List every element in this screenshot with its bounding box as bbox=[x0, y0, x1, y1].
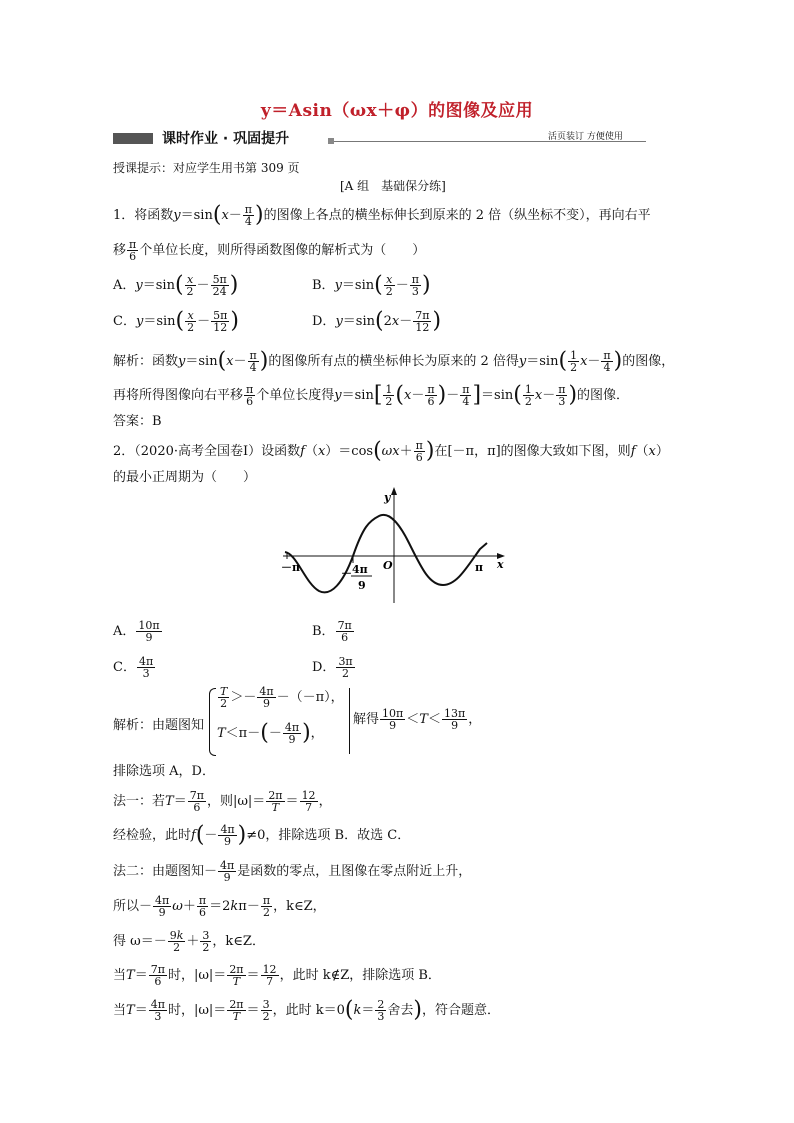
q1-line1: 1．将函数y＝sin(x－ $\frac{\pi}{4}$ )的图像上各点的横坐标伸长到原来的 2 倍（纵坐标不变），再向右平 bbox=[113, 202, 651, 228]
q2-method2-line4: 当T＝ $\frac{7\pi}{6}$ 时，|ω|＝ $\frac{2\pi}{T}$ ＝ $\frac{12}{7}$ ，此时 k∉Z，排除选项 B． bbox=[113, 963, 441, 988]
function-curve bbox=[285, 515, 487, 593]
q1-option-b[interactable]: B．y＝sin( $\frac{x}{2}$ － $\frac{\pi}{3}$ ) bbox=[312, 272, 431, 298]
q1-option-d[interactable]: D．y＝sin(2x－ $\frac{7\pi}{12}$ ) bbox=[312, 308, 442, 334]
y-axis-arrow bbox=[391, 487, 397, 495]
q2-method2-line2: 所以－ $\frac{4\pi}{9}$ ω＋ $\frac{\pi}{6}$ ＝2kπ－ $\frac{\pi}{2}$ ，k∈Z， bbox=[113, 894, 326, 919]
q2-method2-line5: 当T＝ $\frac{4\pi}{3}$ 时，|ω|＝ $\frac{2\pi}{T}$ ＝ $\frac{3}{2}$ ，此时 k＝0(k＝ $\frac{2}{3}$ 舍去)，符合题意． bbox=[113, 997, 500, 1023]
q2-method2-line1: 法二：由题图知－ $\frac{4\pi}{9}$ 是函数的零点，且图像在零点附近上升， bbox=[113, 859, 472, 884]
q1-line2: 移 $\frac{\pi}{6}$ 个单位长度，则所得函数图像的解析式为（ ） bbox=[113, 238, 426, 263]
q2-line1: 2．（2020·高考全国卷Ⅰ）设函数f（x）＝cos(ωx＋ $\frac{\pi}{6}$ )在[－π，π]的图像大致如下图，则f（x） bbox=[113, 438, 669, 464]
y-axis-label: y bbox=[384, 491, 391, 504]
pi-label: π bbox=[475, 561, 484, 574]
q2-line2: 的最小正周期为（ ） bbox=[113, 470, 257, 485]
q2-method1-line2: 经检验，此时f(－ $\frac{4\pi}{9}$ )≠0，排除选项 B．故选 C． bbox=[113, 822, 411, 848]
banner-bar bbox=[113, 133, 153, 144]
q1-solution-line1: 解析：函数y＝sin(x－ $\frac{\pi}{4}$ )的图像所有点的横坐标伸长为原来的 2 倍得y＝sin( $\frac{1}{2}$ x－ $\frac{\pi}{4}$ )的图像， bbox=[113, 348, 675, 374]
group-heading: [A 组 基础保分练] bbox=[340, 179, 446, 193]
q2-option-d[interactable]: D． $\frac{3\pi}{2}$ bbox=[312, 655, 353, 680]
neg-pi-label: －π bbox=[281, 561, 301, 574]
zero-sign-label: － bbox=[341, 567, 352, 580]
zero-denominator-label: 9 bbox=[358, 579, 366, 592]
origin-label: O bbox=[383, 559, 393, 572]
banner-note: 活页装订 方便使用 bbox=[548, 132, 623, 142]
hint-text: 授课提示：对应学生用书第 309 页 bbox=[113, 161, 300, 175]
x-axis-label: x bbox=[497, 558, 504, 571]
cosine-graph bbox=[275, 483, 515, 608]
q1-solution-line2: 再将所得图像向右平移 $\frac{\pi}{6}$ 个单位长度得y＝sin[ $\frac{1}{2}$ (x－ $\frac{\pi}{6}$ )－ $\frac{\pi}{4}$ ]＝sin( $\frac{1}{2}$ x－ $\frac{\pi}{3}$ )的图像． bbox=[113, 382, 630, 408]
q2-method2-line3: 得 ω＝－ $\frac{9k}{2}$ ＋ $\frac{3}{2}$ ，k∈Z． bbox=[113, 929, 265, 954]
q1-answer: 答案：B bbox=[113, 414, 162, 429]
section-banner: 课时作业 · 巩固提升 bbox=[162, 131, 290, 147]
q2-exclude: 排除选项 A，D． bbox=[113, 764, 215, 779]
q2-option-b[interactable]: B． $\frac{7\pi}{6}$ bbox=[312, 619, 352, 644]
page-title: y＝Asin（ωx＋φ）的图像及应用 bbox=[260, 101, 534, 121]
q1-option-a[interactable]: A．y＝sin( $\frac{x}{2}$ － $\frac{5\pi}{24}$ ) bbox=[113, 272, 239, 298]
q2-option-a[interactable]: A． $\frac{10\pi}{9}$ bbox=[113, 619, 160, 644]
q1-option-c[interactable]: C．y＝sin( $\frac{x}{2}$ － $\frac{5\pi}{12}$ ) bbox=[113, 308, 239, 334]
q2-option-c[interactable]: C． $\frac{4\pi}{3}$ bbox=[113, 655, 154, 680]
zero-numerator-label: 4π bbox=[352, 563, 368, 576]
q2-method1-line1: 法一：若T＝ $\frac{7\pi}{6}$ ，则|ω|＝ $\frac{2\pi}{T}$ ＝ $\frac{12}{7}$ ， bbox=[113, 789, 332, 814]
